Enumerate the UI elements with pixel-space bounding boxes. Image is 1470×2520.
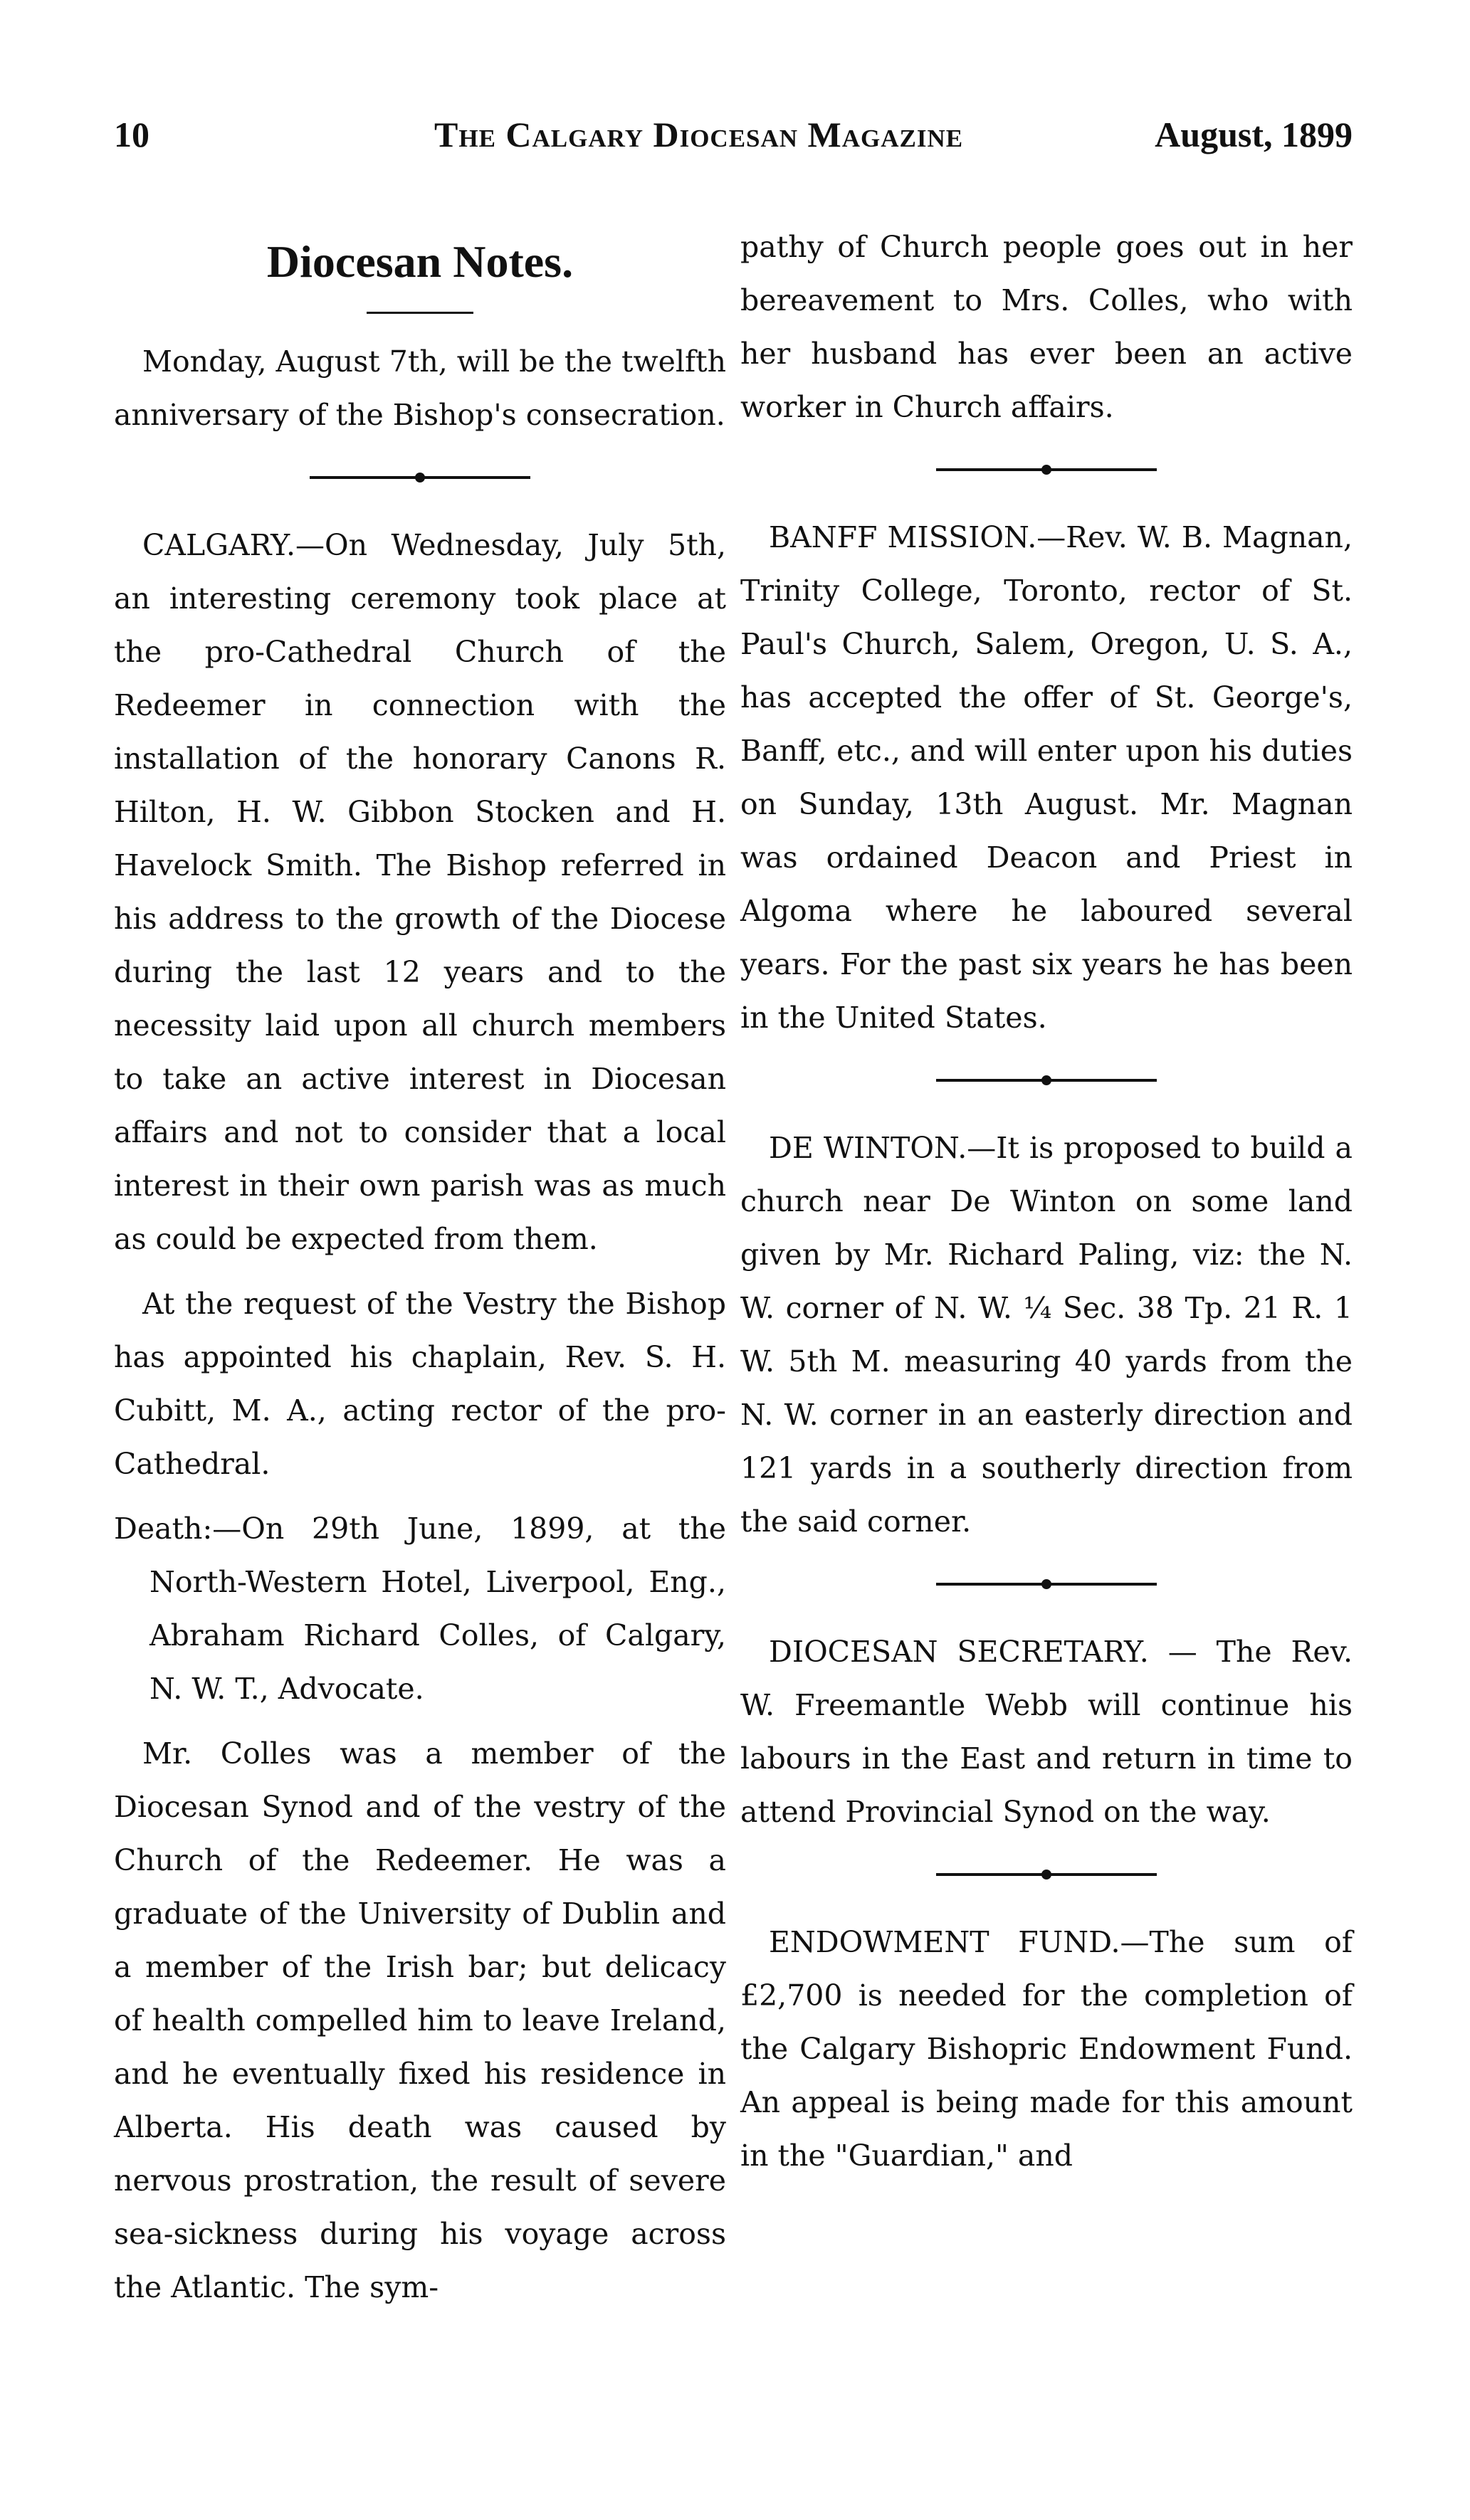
section-divider [936,1873,1157,1876]
title-rule [367,312,473,314]
divider-dot [1041,1579,1051,1589]
calgary-note: CALGARY.—On Wednesday, July 5th, an interesting ceremony took place at the pro-Cathedral Church of the Redeemer in connection with the installation of the honorary Canons R. Hilton, H. W. Gibbon Stocken and H. Havelock Smith. The Bishop referred in his address to the growth of the Diocese during the last 12 years and to the necessity laid upon all church members to take an active interest in Diocesan affairs and not to consider that a local interest in their own parish was as much as could be expected from them. [114,528,726,1256]
endowment-fund-note: ENDOWMENT FUND.—The sum of £2,700 is needed for the completion of the Calgary Bishopric Endowment Fund. An appeal is being made for this amount in the "Guardian," and [740,1925,1353,2173]
banff-mission-note: BANFF MISSION.—Rev. W. B. Magnan, Trinity College, Toronto, rector of St. Paul's Church, Salem, Oregon, U. S. A., has accepted the offer of St. George's, Banff, etc., and will enter upon his duties on Sunday, 13th August. Mr. Magnan was ordained Deacon and Priest in Algoma where he laboured several years. For the past six years he has been in the United States. [740,520,1353,1035]
divider-dot [1041,1075,1051,1085]
divider-dot [1041,465,1051,475]
section-divider [936,468,1157,471]
anniversary-note: Monday, August 7th, will be the twelfth anniversary of the Bishop's consecration. [114,344,726,432]
divider-dot [1041,1870,1051,1880]
section-divider [936,1583,1157,1586]
section-divider [936,1079,1157,1082]
divider-dot [415,473,425,483]
vestry-note: At the request of the Vestry the Bishop has appointed his chaplain, Rev. S. H. Cubitt, M. A., acting rector of the pro-Cathedral. [114,1287,726,1481]
section-divider [310,476,530,479]
section-title: Diocesan Notes. [266,236,574,287]
issue-date: August, 1899 [1155,115,1353,154]
colles-obituary: Mr. Colles was a member of the Diocesan Synod and of the vestry of the Church of the Redeemer. He was a graduate of the University of Dublin and a member of the Irish bar; but delicacy of health compelled him to leave Ireland, and he eventually fixed his residence in Alberta. His death was caused by nervous prostration, the result of severe sea-sickness during his voyage across the Atlantic. The sym- [114,1736,726,2304]
diocesan-secretary-note: DIOCESAN SECRETARY. — The Rev. W. Freemantle Webb will continue his labours in the East and return in time to attend Provincial Synod on the way. [740,1635,1353,1829]
death-notice: Death:—On 29th June, 1899, at the North-Western Hotel, Liverpool, Eng., Abraham Richard Colles, of Calgary, N. W. T., Advocate. [114,1512,726,1706]
de-winton-note: DE WINTON.—It is proposed to build a church near De Winton on some land given by Mr. Richard Paling, viz: the N. W. corner of N. W. ¼ Sec. 38 Tp. 21 R. 1 W. 5th M. measuring 40 yards from the N. W. corner in an easterly direction and 121 yards in a southerly direction from the said corner. [740,1131,1353,1539]
running-header [114,114,1353,171]
page-number: 10 [114,115,149,154]
left-column [114,221,726,2326]
magazine-title: The Calgary Diocesan Magazine [434,115,964,154]
sympathy-note: pathy of Church people goes out in her bereavement to Mrs. Colles, who with her husband has ever been an active worker in Church affairs. [740,230,1353,424]
right-column [740,221,1353,2194]
